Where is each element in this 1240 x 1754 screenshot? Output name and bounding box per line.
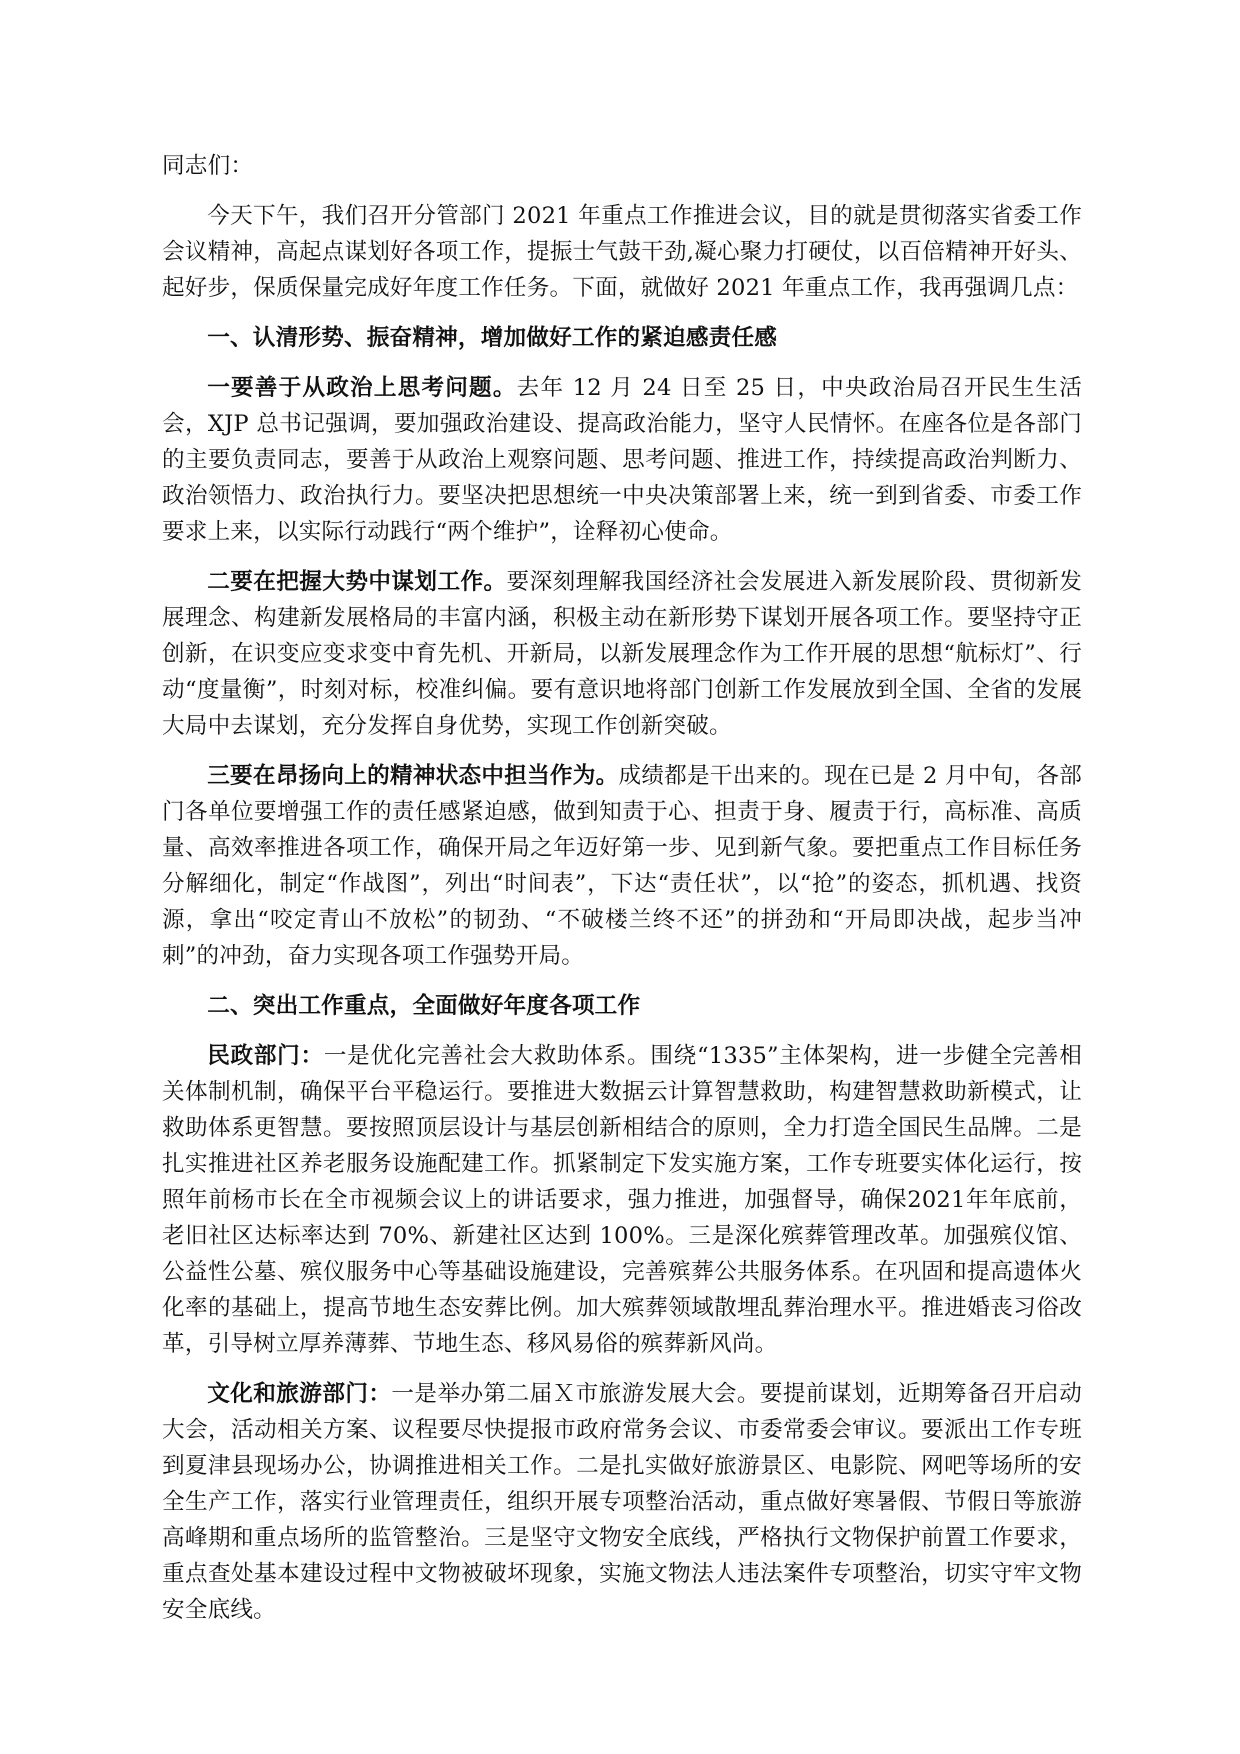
section-2-paragraph-1 [162,1038,1082,1362]
paragraph-body: 要深刻理解我国经济社会发展进入新发展阶段、贯彻新发展理念、构建新发展格局的丰富内涵，积极主动在新形势下谋划开展各项工作。要坚持守正创新，在识变应变求变中育先机、开新局，以新发展理念作为工作开展的思想“航标灯”、行动“度量衡”，时刻对标，校准纠偏。要有意识地将部门创新工作发展放到全国、全省的发展大局中去谋划，充分发挥自身优势，实现工作创新突破。 [162,569,1082,739]
section-2-heading: 二、突出工作重点，全面做好年度各项工作 [207,993,641,1019]
paragraph-lead: 一要善于从政治上思考问题。 [207,375,517,401]
section-1-paragraph-1 [162,370,1082,550]
paragraph-body: 一是优化完善社会大救助体系。围绕“1335”主体架构，进一步健全完善相关体制机制，确保平台平稳运行。要推进大数据云计算智慧救助，构建智慧救助新模式，让救助体系更智慧。要按照顶层设计与基层创新相结合的原则，全力打造全国民生品牌。二是扎实推进社区养老服务设施配建工作。抓紧制定下发实施方案，工作专班要实体化运行，按照年前杨市长在全市视频会议上的讲话要求，强力推进，加强督导，确保2021年年底前，老旧社区达标率达到 70%、新建社区达到 100%。三是深化殡葬管理改革。加强殡仪馆、公益性公墓、殡仪服务中心等基础设施建设，完善殡葬公共服务体系。在巩固和提高遗体火化率的基础上，提高节地生态安葬比例。加大殡葬领域散埋乱葬治理水平。推进婚丧习俗改革，引导树立厚养薄葬、节地生态、移风易俗的殡葬新风尚。 [162,1043,1082,1357]
paragraph-lead: 文化和旅游部门： [207,1381,392,1407]
section-1-paragraph-2 [162,564,1082,744]
intro-paragraph: 今天下午，我们召开分管部门 2021 年重点工作推进会议，目的就是贯彻落实省委工作会议精神，高起点谋划好各项工作，提振士气鼓干劲,凝心聚力打硬仗，以百倍精神开好头、起好步，保质保量完成好年度工作任务。下面，就做好 2021 年重点工作，我再强调几点： [162,203,1082,301]
paragraph-body: 去年 12 月 24 日至 25 日，中央政治局召开民生生活会，XJP 总书记强调，要加强政治建设、提高政治能力，坚守人民情怀。在座各位是各部门的主要负责同志，要善于从政治上观察问题、思考问题、推进工作，持续提高政治判断力、政治领悟力、政治执行力。要坚决把思想统一中央决策部署上来，统一到到省委、市委工作要求上来，以实际行动践行“两个维护”，诠释初心使命。 [162,375,1082,545]
paragraph-lead: 民政部门： [207,1043,324,1069]
greeting: 同志们： [162,153,254,179]
paragraph-lead: 三要在昂扬向上的精神状态中担当作为。 [207,763,619,789]
document-page [162,148,1082,1628]
paragraph-lead: 二要在把握大势中谋划工作。 [207,569,507,595]
section-1-paragraph-3 [162,758,1082,974]
paragraph-body: 成绩都是干出来的。现在已是 2 月中旬，各部门各单位要增强工作的责任感紧迫感，做到知责于心、担责于身、履责于行，高标准、高质量、高效率推进各项工作，确保开局之年迈好第一步、见到新气象。要把重点工作目标任务分解细化，制定“作战图”，列出“时间表”，下达“责任状”，以“抢”的姿态，抓机遇、找资源，拿出“咬定青山不放松”的韧劲、“不破楼兰终不还”的拼劲和“开局即决战，起步当冲刺”的冲劲，奋力实现各项工作强势开局。 [162,763,1082,969]
paragraph-body: 一是举办第二届Ｘ市旅游发展大会。要提前谋划，近期筹备召开启动大会，活动相关方案、议程要尽快提报市政府常务会议、市委常委会审议。要派出工作专班到夏津县现场办公，协调推进相关工作。二是扎实做好旅游景区、电影院、网吧等场所的安全生产工作，落实行业管理责任，组织开展专项整治活动，重点做好寒暑假、节假日等旅游高峰期和重点场所的监管整治。三是坚守文物安全底线，严格执行文物保护前置工作要求，重点查处基本建设过程中文物被破坏现象，实施文物法人违法案件专项整治，切实守牢文物安全底线。 [162,1381,1082,1623]
section-2-paragraph-2 [162,1376,1082,1628]
section-1-heading: 一、认清形势、振奋精神，增加做好工作的紧迫感责任感 [207,325,778,351]
